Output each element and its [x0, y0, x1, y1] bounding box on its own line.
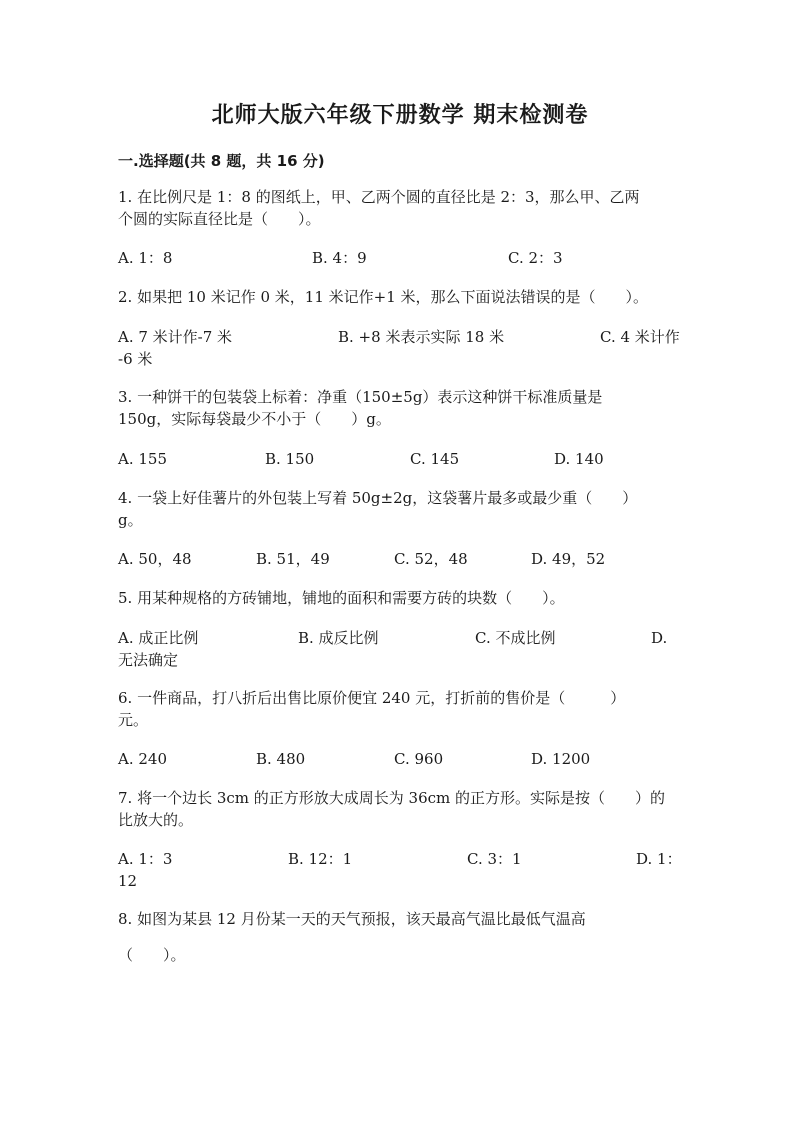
question-4: [118, 487, 683, 531]
question-7-stem-line-1: 7. 将一个边长 3cm 的正方形放大成周长为 36cm 的正方形。实际是按（ ）的: [118, 789, 666, 807]
question-5-stem-line-1: 5. 用某种规格的方砖铺地，铺地的面积和需要方砖的块数（ ）。: [118, 589, 565, 607]
question-5-options: [118, 627, 683, 671]
question-4-option-b: B. 51，49: [256, 550, 330, 568]
question-1-option-c: C. 2：3: [508, 249, 563, 267]
question-2-option-b: B. +8 米表示实际 18 米: [338, 328, 505, 346]
question-7-option-d-continued: 12: [118, 872, 138, 890]
question-6-option-b: B. 480: [256, 750, 306, 768]
question-2-option-a: A. 7 米计作-7 米: [118, 328, 233, 346]
question-1-stem-line-2: 个圆的实际直径比是（ ）。: [118, 210, 321, 228]
question-6-option-d: D. 1200: [531, 750, 591, 768]
question-3-stem-line-1: 3. 一种饼干的包装袋上标着：净重（150±5g）表示这种饼干标准质量是: [118, 388, 603, 406]
question-1: [118, 186, 683, 230]
question-8-stem-line-2: （ ）。: [118, 946, 186, 964]
question-4-stem-line-1: 4. 一袋上好佳薯片的外包装上写着 50g±2g，这袋薯片最多或最少重（ ）: [118, 489, 638, 507]
question-8-stem-line-1: 8. 如图为某县 12 月份某一天的天气预报，该天最高气温比最低气温高: [118, 910, 586, 928]
question-1-stem-line-1: 1. 在比例尺是 1：8 的图纸上，甲、乙两个圆的直径比是 2：3，那么甲、乙两: [118, 188, 640, 206]
question-7-options: [118, 848, 683, 892]
question-2-stem-line-1: 2. 如果把 10 米记作 0 米，11 米记作+1 米，那么下面说法错误的是（ ）。: [118, 288, 649, 306]
question-1-option-a: A. 1：8: [118, 249, 173, 267]
question-4-stem-line-2: g。: [118, 511, 143, 529]
question-3-stem-line-2: 150g，实际每袋最少不小于（ ）g。: [118, 410, 391, 428]
question-2-option-c-continued: -6 米: [118, 350, 153, 368]
question-5: [118, 587, 683, 609]
question-2: [118, 286, 683, 308]
question-2-options: [118, 326, 683, 370]
question-6: [118, 687, 683, 731]
question-7-option-a: A. 1：3: [118, 850, 173, 868]
question-6-option-a: A. 240: [118, 750, 167, 768]
question-5-option-c: C. 不成比例: [475, 629, 556, 647]
question-5-option-a: A. 成正比例: [118, 629, 199, 647]
question-3-option-c: C. 145: [410, 450, 460, 468]
question-3-option-a: A. 155: [118, 450, 167, 468]
question-6-option-c: C. 960: [394, 750, 444, 768]
question-7-stem-line-2: 比放大的。: [118, 811, 194, 829]
question-4-option-a: A. 50，48: [118, 550, 192, 568]
question-5-option-b: B. 成反比例: [298, 629, 379, 647]
question-6-stem-line-2: 元。: [118, 711, 149, 729]
question-3: [118, 386, 683, 430]
question-4-options: [118, 548, 683, 592]
question-1-option-b: B. 4：9: [312, 249, 367, 267]
question-5-option-d-continued: 无法确定: [118, 651, 179, 669]
question-7-option-c: C. 3：1: [467, 850, 522, 868]
question-6-stem-line-1: 6. 一件商品，打八折后出售比原价便宜 240 元，打折前的售价是（ ）: [118, 689, 626, 707]
section-heading: 一.选择题(共 8 题，共 16 分): [118, 152, 325, 170]
question-3-options: [118, 448, 683, 492]
question-4-option-c: C. 52，48: [394, 550, 468, 568]
page-title: 北师大版六年级下册数学 期末检测卷: [211, 103, 589, 128]
question-4-option-d: D. 49，52: [531, 550, 606, 568]
question-7-option-d: D. 1：: [636, 850, 682, 868]
question-6-options: [118, 748, 683, 792]
question-3-option-d: D. 140: [554, 450, 604, 468]
question-7: [118, 787, 683, 831]
question-1-options: [118, 247, 683, 291]
question-7-option-b: B. 12：1: [288, 850, 353, 868]
question-8: [118, 908, 683, 966]
question-5-option-d: D.: [651, 629, 668, 647]
question-3-option-b: B. 150: [265, 450, 315, 468]
question-2-option-c: C. 4 米计作: [600, 328, 680, 346]
